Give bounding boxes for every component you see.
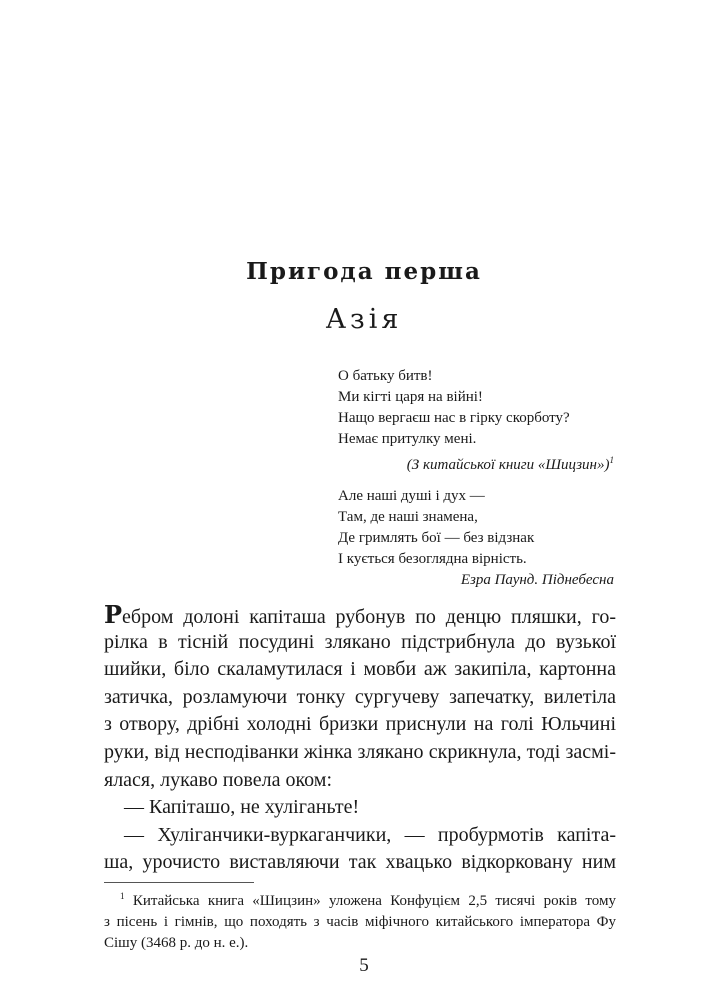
- epigraph-line: Але наші душі і дух —: [338, 488, 485, 504]
- epigraph-source: Езра Паунд. Піднебесна: [460, 572, 614, 588]
- epigraph-source: [338, 450, 614, 476]
- page-number: 5: [359, 955, 369, 976]
- body-line: [104, 601, 616, 629]
- epigraph-shijing: [338, 366, 614, 476]
- footnote-line: з пісень і гімнів, що походять з часів міфічного китайського імператора Фу: [104, 914, 616, 930]
- footnote-line-text: Китайська книга «Шицзин» уложена Конфуцієм 2,5 тисячі років тому: [132, 893, 616, 909]
- body-line: шийки, біло скаламутилася і мовби аж закипіла, картонна: [104, 658, 616, 681]
- footnote: [104, 886, 616, 954]
- epigraph-pound: [338, 486, 614, 591]
- epigraph-line: О батьку битв!: [338, 368, 433, 384]
- dialogue-line: — Хуліганчики-вуркаганчики, — пробурмотів капіта-: [124, 823, 616, 846]
- body-line: ша, урочисто виставляючи так хвацько відкорковану ним: [104, 851, 616, 874]
- chapter-subtitle: Азія: [325, 304, 403, 335]
- epigraph-line: Ми кігті царя на війні!: [338, 389, 483, 405]
- main-text: [104, 601, 616, 877]
- footnote-marker: 1: [120, 891, 125, 901]
- footnote-line: [104, 886, 616, 912]
- body-line: рілка в тісній посудині злякано підстрибнула до вузької: [104, 630, 616, 653]
- epigraph-line: Нащо вергаєш нас в гірку скорботу?: [338, 410, 570, 426]
- dialogue-line: — Капіташо, не хуліганьте!: [124, 796, 360, 819]
- body-line: руки, від несподіванки жінка злякано скрикнула, тоді засмі-: [104, 740, 616, 763]
- epigraph-line: Немає притулку мені.: [338, 431, 477, 447]
- chapter-title: Пригода перша: [246, 258, 482, 285]
- drop-cap: Р: [104, 600, 123, 629]
- footnote-reference[interactable]: 1: [609, 455, 614, 465]
- footnote-line: Сішу (3468 р. до н. е.).: [104, 935, 249, 951]
- epigraph-line: Там, де наші знамена,: [338, 509, 478, 525]
- footnote-divider: [104, 882, 254, 883]
- epigraph-source-text: (З китайської книги «Шицзин»): [406, 457, 610, 473]
- body-line: затичка, розламуючи тонку сургучеву запечатку, вилетіла: [104, 685, 616, 708]
- body-line: ялася, лукаво повела оком:: [104, 768, 333, 791]
- epigraph-line: Де гримлять бої — без відзнак: [338, 530, 535, 546]
- epigraph-line: І кується безоглядна вірність.: [338, 551, 527, 567]
- body-line-text: ебром долоні капіташа рубонув по денцю пляшки, го-: [122, 606, 616, 628]
- body-line: з отвору, дрібні холодні бризки приснули на голі Юльчині: [104, 713, 616, 736]
